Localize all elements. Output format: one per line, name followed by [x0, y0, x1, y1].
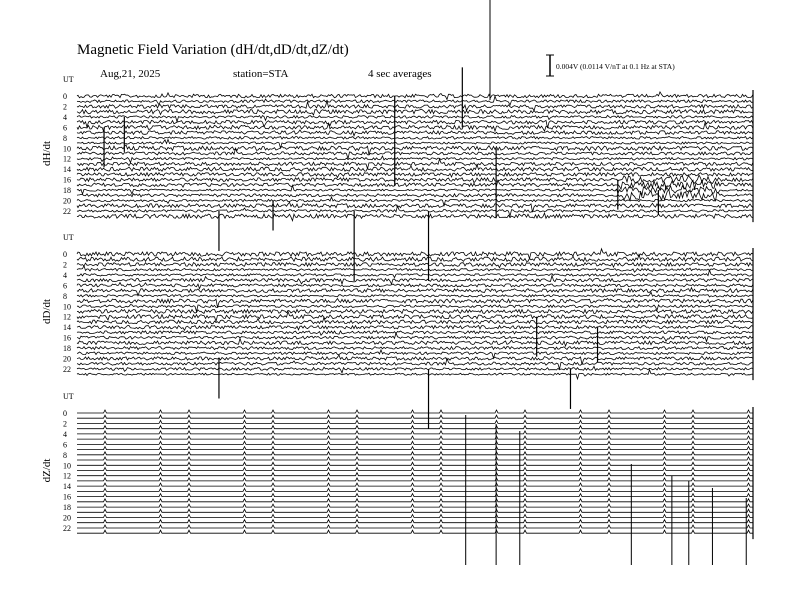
hour-tick-label: 8 [63, 291, 67, 301]
hour-tick-label: 16 [63, 492, 71, 502]
trace-line [77, 173, 753, 178]
trace-line [77, 249, 753, 259]
hour-tick-label: 20 [63, 354, 71, 364]
panels-group [41, 67, 753, 565]
date-label: Aug,21, 2025 [100, 68, 161, 80]
trace-line [77, 338, 753, 346]
hour-tick-label: 18 [63, 503, 71, 513]
hour-tick-label: 8 [63, 133, 67, 143]
trace-line [77, 420, 753, 423]
ut-label: UT [63, 233, 74, 242]
hour-tick-label: 0 [63, 409, 67, 418]
trace-line [77, 462, 753, 465]
panel-2 [41, 392, 753, 539]
trace-line [77, 499, 753, 502]
trace-line [77, 263, 753, 268]
trace-line [77, 326, 753, 331]
panel-axis-label: dZ/dt [41, 458, 53, 483]
averaging-label: 4 sec averages [368, 68, 432, 80]
hour-tick-label: 12 [63, 154, 71, 164]
trace-line [77, 123, 753, 131]
trace-line [77, 333, 753, 342]
trace-line [77, 309, 753, 313]
ut-label: UT [63, 392, 74, 401]
hour-tick-label: 22 [63, 523, 71, 533]
trace-line [77, 483, 753, 486]
trace-line [77, 447, 753, 450]
trace-line [77, 520, 753, 523]
hour-tick-label: 22 [63, 206, 71, 216]
hour-tick-label: 14 [63, 165, 71, 175]
trace-line [77, 109, 753, 115]
trace-line [77, 473, 753, 476]
hour-tick-label: 10 [63, 302, 71, 312]
trace-line [77, 165, 753, 172]
hour-tick-label: 18 [63, 186, 71, 196]
trace-line [77, 359, 753, 370]
trace-line [77, 494, 753, 497]
trace-line [77, 426, 753, 429]
hour-tick-label: 6 [63, 440, 67, 450]
trace-line [77, 92, 753, 100]
trace-line [77, 347, 753, 350]
panel-axis-label: dD/dt [41, 298, 53, 325]
trace-line [77, 366, 753, 373]
hour-tick-label: 6 [63, 123, 67, 133]
trace-line [77, 213, 753, 221]
trace-line [77, 140, 753, 149]
hour-tick-label: 4 [63, 270, 67, 280]
scale-bar-icon [546, 55, 554, 76]
hour-tick-label: 12 [63, 312, 71, 322]
hour-tick-label: 10 [63, 461, 71, 471]
trace-line [77, 488, 753, 491]
trace-line [77, 156, 753, 163]
hour-tick-label: 20 [63, 513, 71, 523]
hour-tick-label: 22 [63, 364, 71, 374]
hour-tick-label: 4 [63, 429, 67, 439]
trace-line [77, 190, 753, 201]
station-label: station=STA [233, 68, 289, 80]
trace-line [77, 452, 753, 455]
panel-0 [41, 67, 753, 281]
trace-line [77, 331, 753, 336]
trace-line [77, 431, 753, 434]
trace-line [77, 530, 753, 533]
trace-line [77, 509, 753, 512]
trace-line [77, 292, 753, 297]
hour-tick-label: 12 [63, 471, 71, 481]
hour-tick-label: 0 [63, 92, 67, 101]
scale-label: 0.004V (0.0114 V/nT at 0.1 Hz at STA) [556, 62, 675, 71]
hour-tick-label: 8 [63, 450, 67, 460]
hour-tick-label: 6 [63, 281, 67, 291]
trace-line [77, 130, 753, 136]
hour-tick-label: 16 [63, 333, 71, 343]
trace-line [77, 370, 753, 379]
hour-tick-label: 18 [63, 344, 71, 354]
hour-tick-label: 2 [63, 102, 67, 112]
hour-tick-label: 10 [63, 144, 71, 154]
trace-line [77, 283, 753, 289]
trace-line [77, 266, 753, 273]
hour-tick-label: 14 [63, 323, 71, 333]
trace-line [77, 115, 753, 121]
trace-line [77, 504, 753, 507]
trace-line [77, 468, 753, 471]
trace-line [77, 148, 753, 159]
trace-line [77, 96, 753, 105]
trace-line [77, 441, 753, 444]
hour-tick-label: 20 [63, 196, 71, 206]
trace-line [77, 478, 753, 481]
trace-line [77, 175, 753, 183]
trace-line [77, 159, 753, 169]
chart-title: Magnetic Field Variation (dH/dt,dD/dt,dZ/dt) [77, 42, 349, 58]
trace-line [77, 137, 753, 140]
hour-tick-label: 0 [63, 250, 67, 259]
panel-1 [41, 233, 753, 429]
hour-tick-label: 4 [63, 112, 67, 122]
trace-line [77, 276, 753, 285]
trace-line [77, 254, 753, 261]
trace-line [77, 525, 753, 528]
hour-tick-label: 2 [63, 419, 67, 429]
panel-axis-label: dH/dt [41, 140, 53, 167]
trace-line [77, 436, 753, 439]
trace-line [77, 317, 753, 323]
ut-label: UT [63, 75, 74, 84]
trace-line [77, 515, 753, 518]
trace-line [77, 355, 753, 365]
hour-tick-label: 16 [63, 175, 71, 185]
trace-line [77, 457, 753, 460]
trace-line [77, 415, 753, 418]
hour-tick-label: 14 [63, 482, 71, 492]
hour-tick-label: 2 [63, 260, 67, 270]
trace-line [77, 410, 753, 413]
